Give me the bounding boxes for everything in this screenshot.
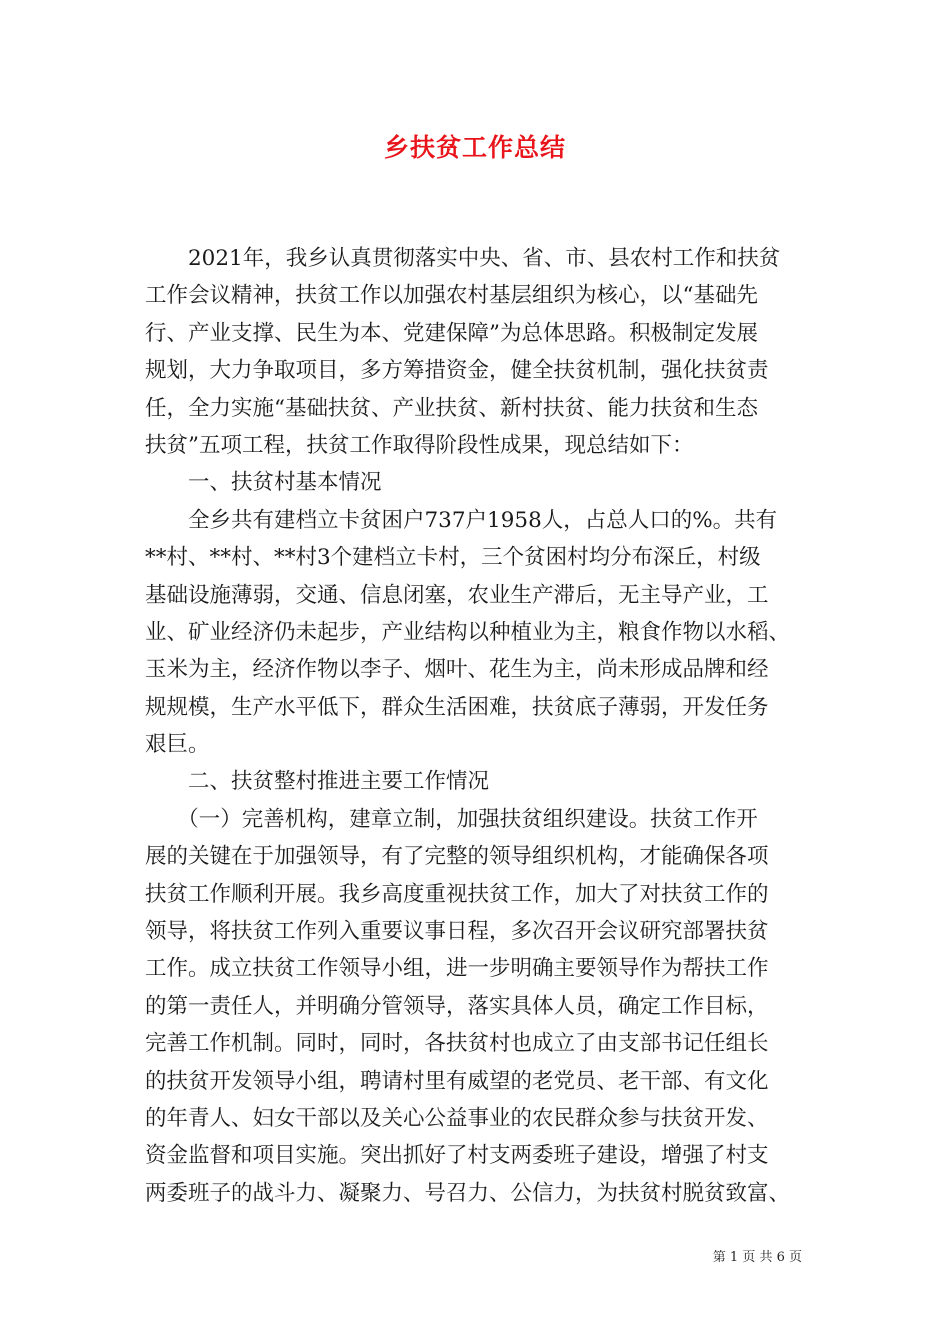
text-line: 的年青人、妇女干部以及关心公益事业的农民群众参与扶贫开发、 bbox=[145, 1105, 769, 1131]
text-line: 任，全力实施“基础扶贫、产业扶贫、新村扶贫、能力扶贫和生态 bbox=[145, 395, 758, 421]
text-line: 工作会议精神，扶贫工作以加强农村基层组织为核心，以“基础先 bbox=[145, 283, 758, 309]
text-line: 规规模，生产水平低下，群众生活困难，扶贫底子薄弱，开发任务 bbox=[145, 694, 769, 720]
text-line: **村、**村、**村3个建档立卡村，三个贫困村均分布深丘，村级 bbox=[145, 545, 761, 571]
section-heading: 一、扶贫村基本情况 bbox=[145, 470, 382, 496]
text-line: 工作。成立扶贫工作领导小组，进一步明确主要领导作为帮扶工作 bbox=[145, 956, 769, 982]
page-number: 第 1 页 共 6 页 bbox=[712, 1250, 802, 1265]
text-line: 艰巨。 bbox=[145, 732, 210, 758]
text-line: 业、矿业经济仍未起步，产业结构以种植业为主，粮食作物以水稻、 bbox=[145, 619, 791, 645]
text-line: 基础设施薄弱，交通、信息闭塞，农业生产滞后，无主导产业，工 bbox=[145, 582, 769, 608]
text-line: 扶贫”五项工程，扶贫工作取得阶段性成果，现总结如下： bbox=[145, 432, 694, 458]
text-line: 两委班子的战斗力、凝聚力、号召力、公信力，为扶贫村脱贫致富、 bbox=[145, 1180, 791, 1206]
text-line: 的第一责任人，并明确分管领导，落实具体人员，确定工作目标， bbox=[145, 993, 769, 1019]
text-line: 的扶贫开发领导小组，聘请村里有威望的老党员、老干部、有文化 bbox=[145, 1068, 769, 1094]
document-title: 乡扶贫工作总结 bbox=[383, 133, 566, 162]
text-line: 资金监督和项目实施。突出抓好了村支两委班子建设，增强了村支 bbox=[145, 1143, 769, 1169]
text-line: 玉米为主，经济作物以李子、烟叶、花生为主，尚未形成品牌和经 bbox=[145, 657, 769, 683]
text-line: 规划，大力争取项目，多方筹措资金，健全扶贫机制，强化扶贫责 bbox=[145, 358, 769, 384]
text-line: 全乡共有建档立卡贫困户737户1958人，占总人口的%。共有 bbox=[145, 507, 778, 533]
text-line: 行、产业支撑、民生为本、党建保障”为总体思路。积极制定发展 bbox=[145, 320, 758, 346]
text-line: 领导，将扶贫工作列入重要议事日程，多次召开会议研究部署扶贫 bbox=[145, 919, 769, 945]
section-heading: 二、扶贫整村推进主要工作情况 bbox=[145, 769, 490, 795]
text-line: 展的关键在于加强领导，有了完整的领导组织机构，才能确保各项 bbox=[145, 844, 769, 870]
text-line: （一）完善机构，建章立制，加强扶贫组织建设。扶贫工作开 bbox=[145, 806, 758, 832]
document-body bbox=[145, 240, 805, 1212]
text-line: 2021年，我乡认真贯彻落实中央、省、市、县农村工作和扶贫 bbox=[145, 246, 781, 271]
text-line: 扶贫工作顺利开展。我乡高度重视扶贫工作，加大了对扶贫工作的 bbox=[145, 881, 769, 907]
text-line: 完善工作机制。同时，同时，各扶贫村也成立了由支部书记任组长 bbox=[145, 1031, 769, 1057]
